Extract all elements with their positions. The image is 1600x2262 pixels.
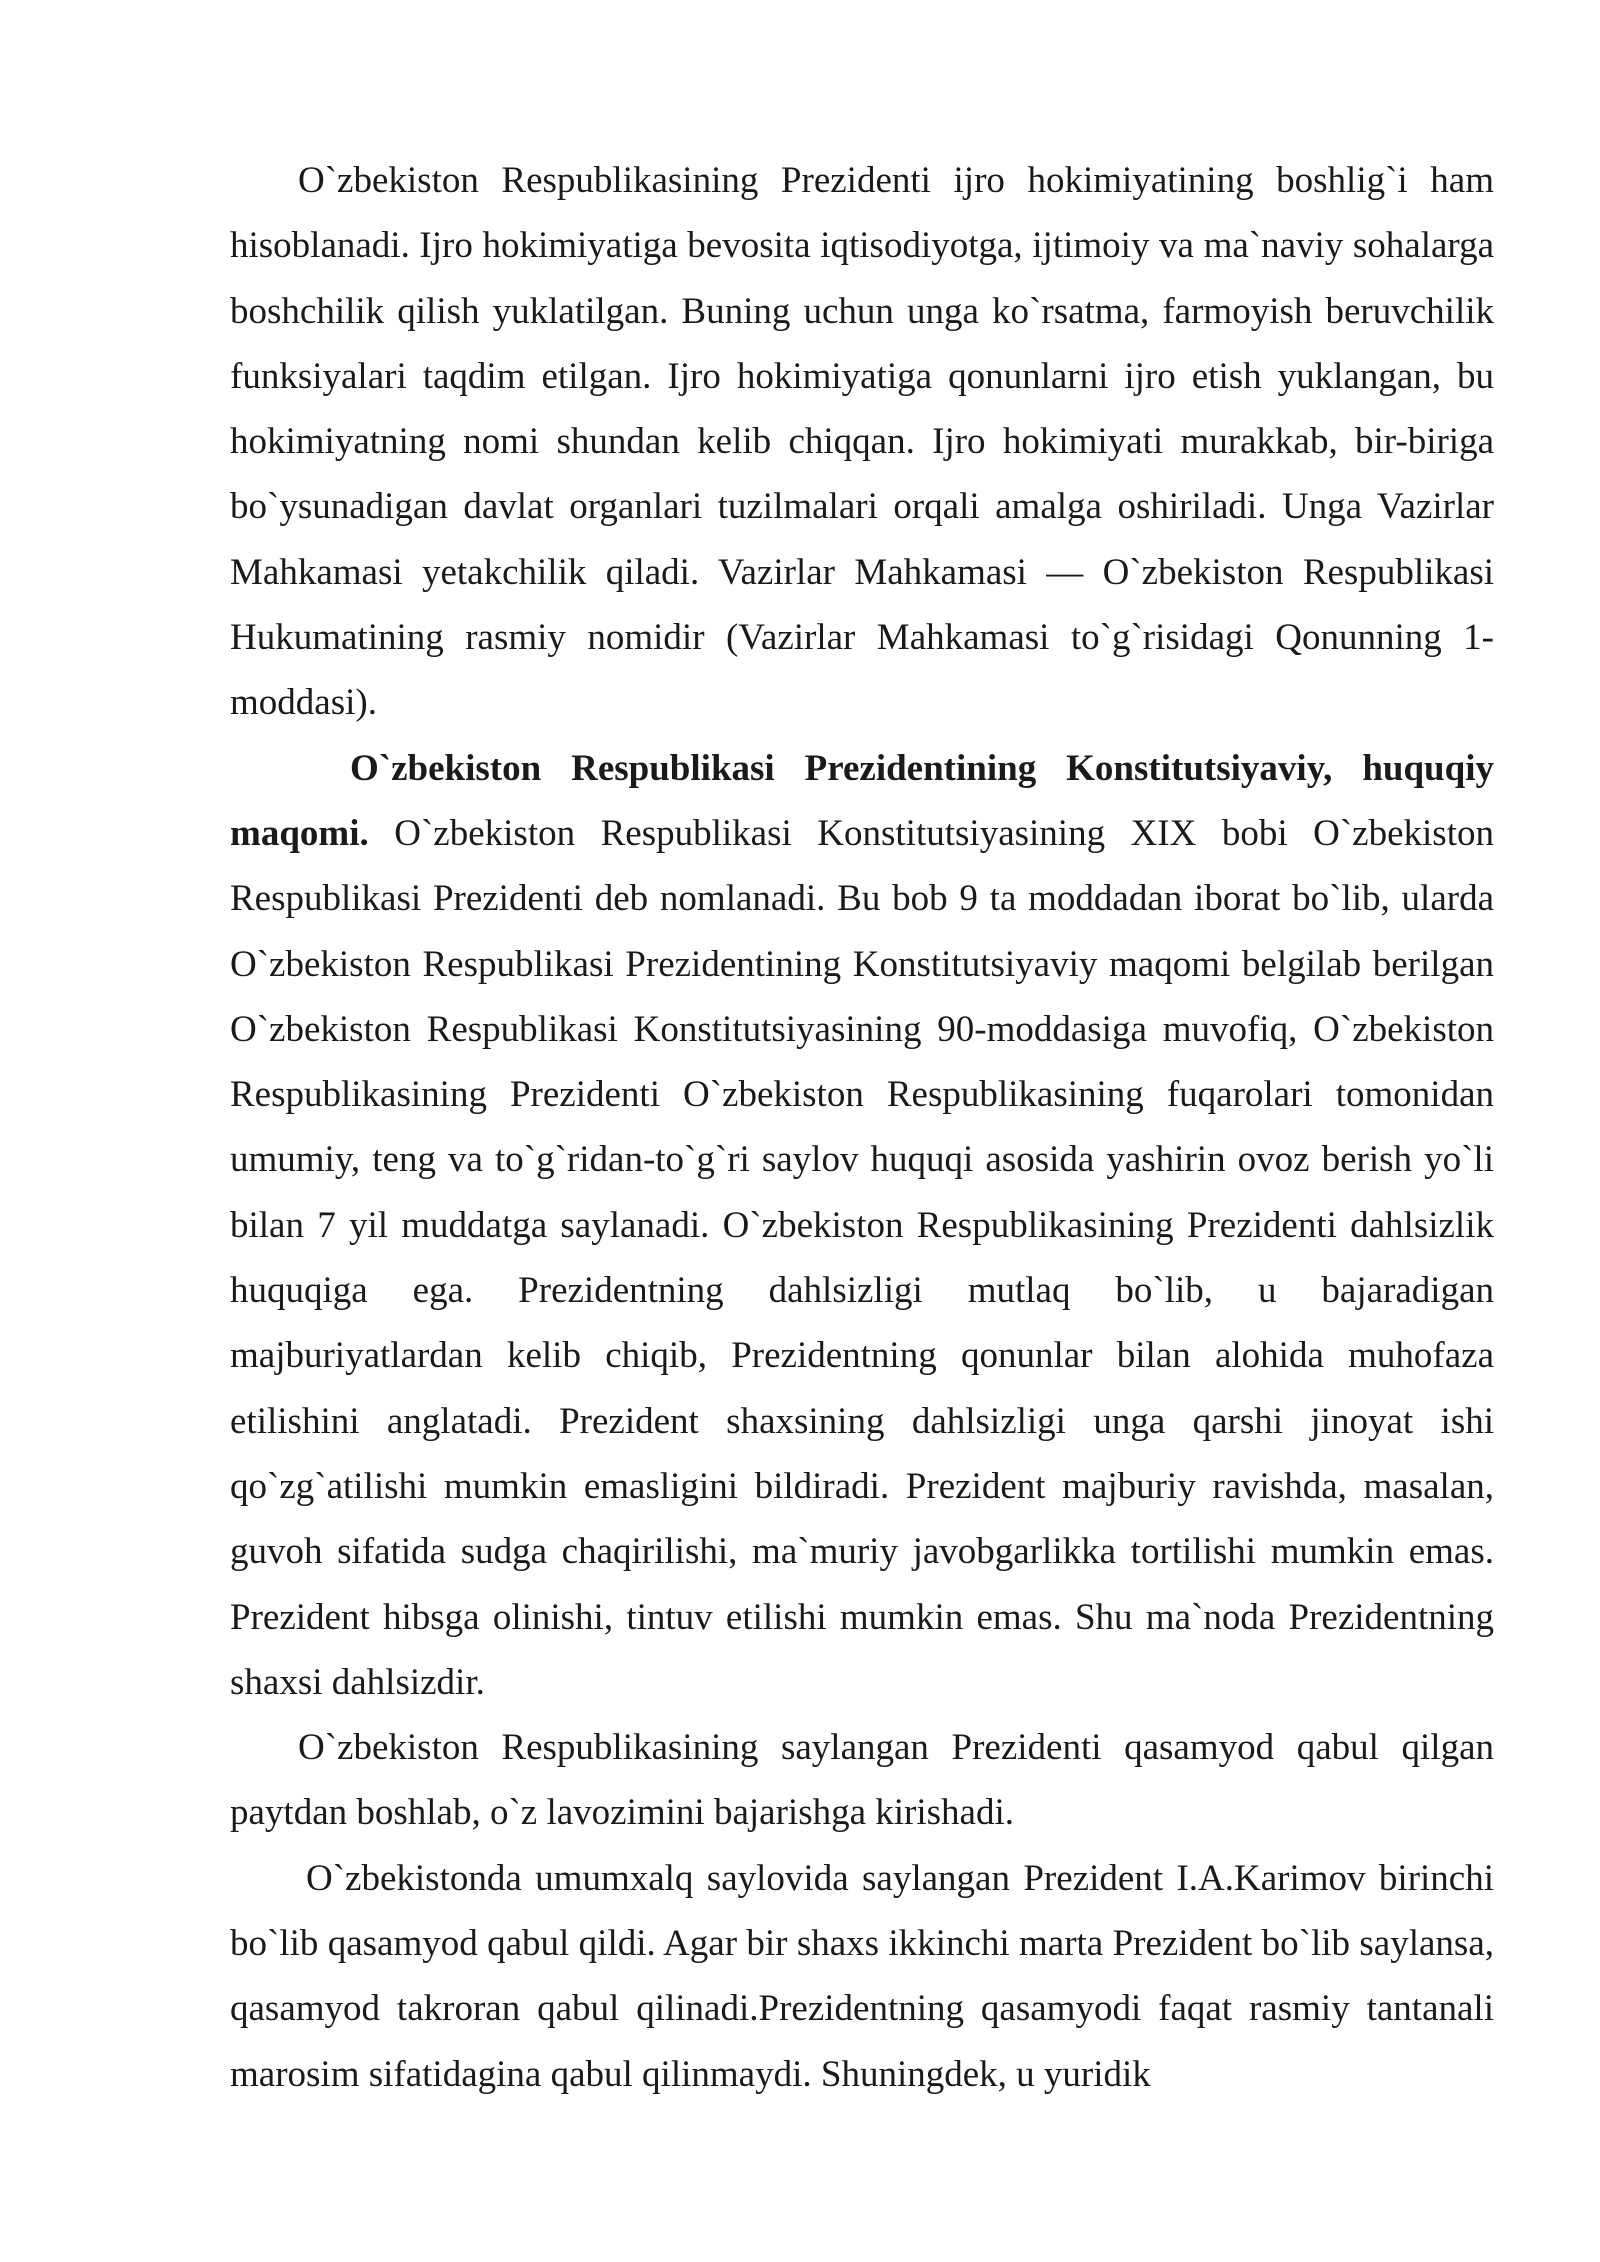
paragraph-executive-power: O`zbekiston Respublikasining Prezidenti ijro hokimiyatining boshlig`i ham hisoblanadi. Ijro hokimiyatiga bevosita iqtisodiyotga, ijtimoiy va ma`naviy sohalarga boshchilik qilish yuklatilgan. Buning uchun unga ko`rsatma, farmoyish beruvchilik funksiyalari taqdim etilgan. Ijro hokimiyatiga qonunlarni ijro etish yuklangan, bu hokimiyatning nomi shundan kelib chiqqan. Ijro hokimiyati murakkab, bir-biriga bo`ysunadigan davlat organlari tuzilmalari orqali amalga oshiriladi. Unga Vazirlar Mahkamasi yetakchilik qiladi. Vazirlar Mahkamasi — O`zbekiston Respublikasi Hukumatining rasmiy nomidir (Vazirlar Mahkamasi to`g`risidagi Qonunning 1-moddasi).	[230, 160, 1494, 724]
paragraph-constitutional-status-text: O`zbekiston Respublikasi Konstitutsiyasining XIX bobi O`zbekiston Respublikasi Prezidenti deb nomlanadi. Bu bob 9 ta moddadan iborat bo`lib, ularda O`zbekiston Respublikasi Prezidentining Konstitutsiyaviy maqomi belgilab berilgan O`zbekiston Respublikasi Konstitutsiyasining 90-moddasiga muvofiq, O`zbekiston Respublikasining Prezidenti O`zbekiston Respublikasining fuqarolari tomonidan umumiy, teng va to`g`ridan-to`g`ri saylov huquqi asosida yashirin ovoz berish yo`li bilan 7 yil muddatga saylanadi. O`zbekiston Respublikasining Prezidenti dahlsizlik huquqiga ega. Prezidentning dahlsizligi mutlaq bo`lib, u bajaradigan majburiyatlardan kelib chiqib, Prezidentning qonunlar bilan alohida muhofaza etilishini anglatadi. Prezident shaxsining dahlsizligi unga qarshi jinoyat ishi qo`zg`atilishi mumkin emasligini bildiradi. Prezident majburiy ravishda, masalan, guvoh sifatida sudga chaqirilishi, ma`muriy javobgarlikka tortilishi mumkin emas. Prezident hibsga olinishi, tintuv etilishi mumkin emas. Shu ma`noda Prezidentning shaxsi dahlsizdir.	[230, 812, 1494, 1703]
paragraph-oath-details: O`zbekistonda umumxalq saylovida saylangan Prezident I.A.Karimov birinchi bo`lib qasamyod qabul qildi. Agar bir shaxs ikkinchi marta Prezident bo`lib saylansa, qasamyod takroran qabul qilinadi.Prezidentning qasamyodi faqat rasmiy tantanali marosim sifatidagina qabul qilinmaydi. Shuningdek, u yuridik	[230, 1857, 1494, 2095]
paragraph-oath-start: O`zbekiston Respublikasining saylangan Prezidenti qasamyod qabul qilgan paytdan boshlab, o`z lavozimini bajarishga kirishadi.	[230, 1727, 1494, 1834]
paragraph-constitutional-status	[230, 736, 1494, 1715]
section-heading: O`zbekiston Respublikasi Prezidentining Konstitutsiyaviy, huquqiy maqomi.	[230, 747, 1494, 854]
document-page	[230, 148, 1494, 2107]
